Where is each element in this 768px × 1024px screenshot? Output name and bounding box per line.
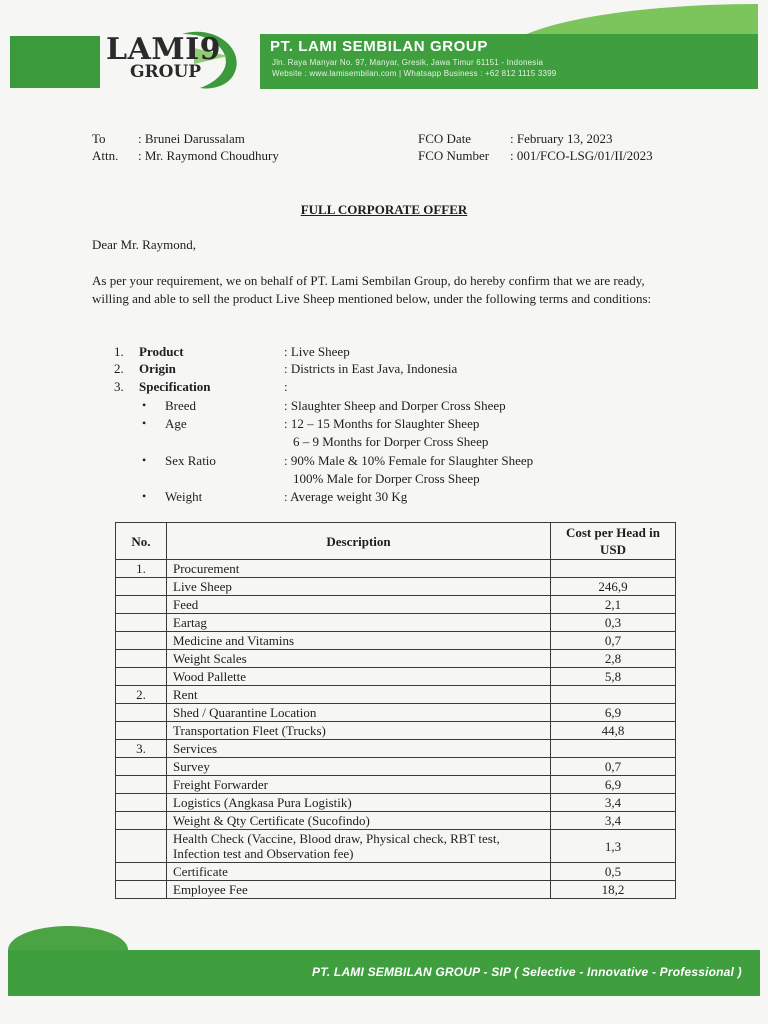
row-number [116,578,167,596]
table-row [116,614,676,632]
table-row [116,758,676,776]
row-description: Weight & Qty Certificate (Sucofindo) [167,812,551,830]
row-description: Feed [167,596,551,614]
specification-label: Specification [139,379,211,394]
cost-table [115,522,676,899]
company-address: Jln. Raya Manyar No. 97, Manyar, Gresik, Jawa Timur 61151 - Indonesia [272,58,544,67]
table-row [116,881,676,899]
origin-value: : Districts in East Java, Indonesia [284,361,458,376]
row-number [116,863,167,881]
row-cost [551,686,676,704]
intro-paragraph: As per your requirement, we on behalf of PT. Lami Sembilan Group, do hereby confirm that we are ready, willing and able to sell the product Live Sheep mentioned below, under the following terms and conditions: [92,273,652,306]
row-number [116,812,167,830]
row-description: Shed / Quarantine Location [167,704,551,722]
row-cost: 5,8 [551,668,676,686]
row-cost: 2,1 [551,596,676,614]
row-description: Weight Scales [167,650,551,668]
company-contact [272,57,556,79]
row-number [116,722,167,740]
footer-tagline: PT. LAMI SEMBILAN GROUP - SIP ( Selective - Innovative - Professional ) [312,965,742,979]
table-row [116,812,676,830]
weight-label: Weight [165,489,203,504]
row-description: Certificate [167,863,551,881]
product-value: : Live Sheep [284,344,350,359]
age-value-2: 6 – 9 Months for Dorper Cross Sheep [293,434,489,449]
row-number [116,794,167,812]
table-row [116,578,676,596]
row-description: Rent [167,686,551,704]
table-header-row [116,523,676,560]
bullet-icon: • [142,489,147,503]
row-description: Procurement [167,560,551,578]
table-row [116,830,676,863]
row-cost: 18,2 [551,881,676,899]
row-cost: 0,7 [551,632,676,650]
table-row [116,776,676,794]
origin-label: Origin [139,361,176,376]
row-number [116,704,167,722]
row-description: Live Sheep [167,578,551,596]
table-row [116,704,676,722]
fco-date-value: : February 13, 2023 [510,131,613,146]
table-row [116,668,676,686]
header-cost [551,523,676,560]
row-description: Logistics (Angkasa Pura Logistik) [167,794,551,812]
row-cost: 2,8 [551,650,676,668]
row-number [116,776,167,794]
row-cost: 0,7 [551,758,676,776]
salutation: Dear Mr. Raymond, [92,237,196,252]
row-cost: 3,4 [551,812,676,830]
fco-number-label: FCO Number [418,148,490,163]
company-website: Website : www.lamisembilan.com | Whatsapp Business : +62 812 1115 3399 [272,69,557,78]
row-cost: 44,8 [551,722,676,740]
row-description: Freight Forwarder [167,776,551,794]
row-cost: 0,3 [551,614,676,632]
header-left-block [10,36,102,88]
row-number [116,632,167,650]
sex-ratio-label: Sex Ratio [165,453,216,468]
row-cost: 0,5 [551,863,676,881]
breed-value: : Slaughter Sheep and Dorper Cross Sheep [284,398,506,413]
row-cost: 3,4 [551,794,676,812]
header-cost-line1: Cost per Head in [565,525,660,540]
spec-number-2: 2. [114,361,124,376]
table-row [116,650,676,668]
fco-date-label: FCO Date [418,131,472,146]
header-description: Description [167,523,551,560]
row-description: Services [167,740,551,758]
row-description: Health Check (Vaccine, Blood draw, Physical check, RBT test, Infection test and Observation fee) [167,830,551,863]
table-row [116,794,676,812]
table-row [116,632,676,650]
age-value-1: : 12 – 15 Months for Slaughter Sheep [284,416,480,431]
to-value: : Brunei Darussalam [138,131,245,146]
header-no: No. [116,523,167,560]
attn-value: : Mr. Raymond Choudhury [138,148,279,163]
product-label: Product [139,344,184,359]
row-description: Transportation Fleet (Trucks) [167,722,551,740]
bullet-icon: • [142,416,147,430]
row-number [116,758,167,776]
table-row [116,722,676,740]
bullet-icon: • [142,398,147,412]
table-row [116,863,676,881]
row-description: Eartag [167,614,551,632]
sex-ratio-value-2: 100% Male for Dorper Cross Sheep [293,471,480,486]
attn-label: Attn. [92,148,119,163]
row-number [116,596,167,614]
row-number: 2. [116,686,167,704]
row-cost: 6,9 [551,704,676,722]
to-label: To [92,131,106,146]
row-description: Medicine and Vitamins [167,632,551,650]
row-description: Wood Pallette [167,668,551,686]
specification-value: : [284,379,288,394]
row-number [116,830,167,863]
row-number [116,650,167,668]
table-row [116,740,676,758]
row-cost: 6,9 [551,776,676,794]
spec-number-1: 1. [114,344,124,359]
weight-value: : Average weight 30 Kg [284,489,408,504]
header-cost-line2: USD [599,542,626,557]
row-cost: 1,3 [551,830,676,863]
document-title: FULL CORPORATE OFFER [300,202,468,217]
fco-number-value: : 001/FCO-LSG/01/II/2023 [510,148,653,163]
row-cost [551,740,676,758]
row-number [116,668,167,686]
row-number: 3. [116,740,167,758]
row-number [116,614,167,632]
breed-label: Breed [165,398,197,413]
table-row [116,560,676,578]
logo-subtext: GROUP [130,62,202,82]
row-cost: 246,9 [551,578,676,596]
row-description: Survey [167,758,551,776]
row-number: 1. [116,560,167,578]
company-name: PT. LAMI SEMBILAN GROUP [270,38,488,55]
row-number [116,881,167,899]
bullet-icon: • [142,453,147,467]
table-row [116,686,676,704]
age-label: Age [165,416,187,431]
sex-ratio-value-1: : 90% Male & 10% Female for Slaughter Sheep [284,453,534,468]
spec-number-3: 3. [114,379,124,394]
table-row [116,596,676,614]
row-description: Employee Fee [167,881,551,899]
logo-text: LAMI9 [106,32,221,67]
row-cost [551,560,676,578]
